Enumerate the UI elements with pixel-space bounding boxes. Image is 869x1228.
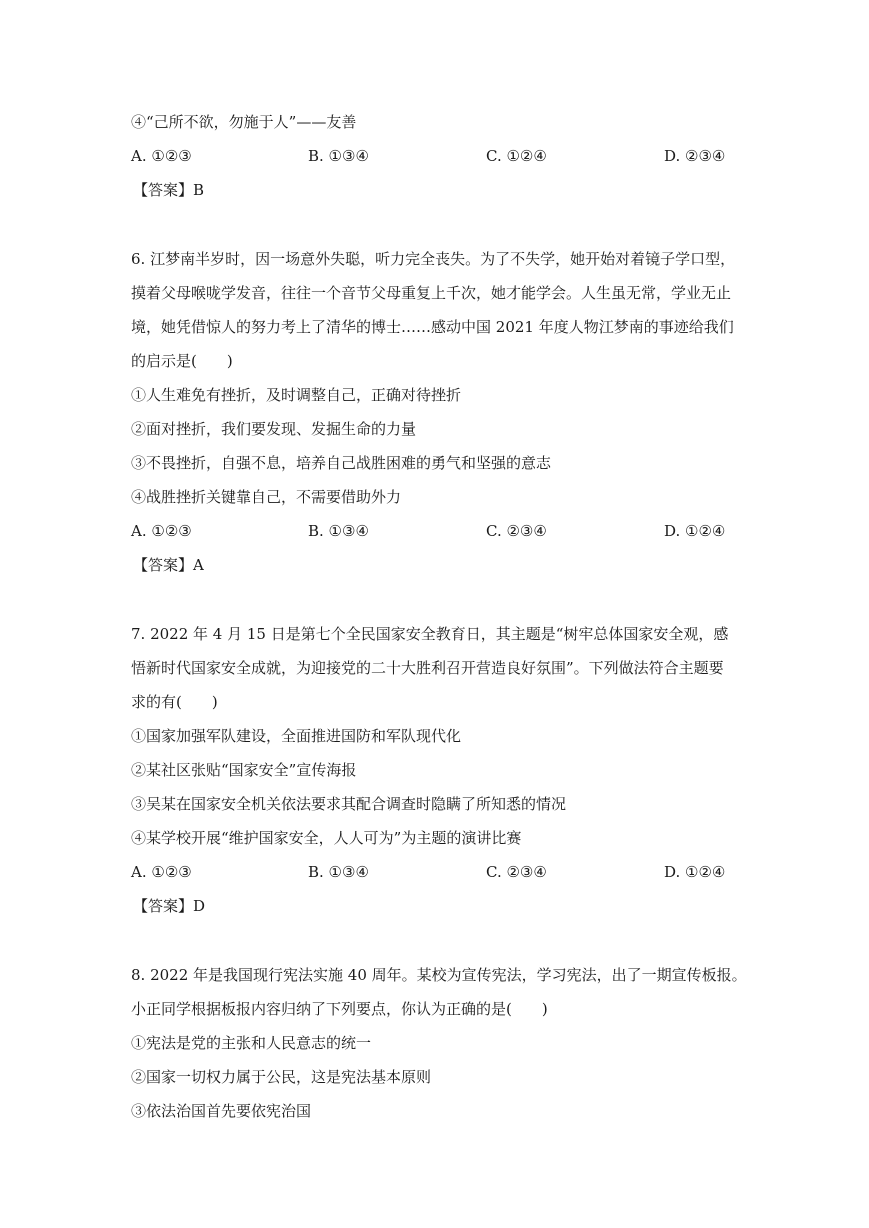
q5-option-c: C. ①②④ [486, 147, 547, 165]
q6-option-d: D. ①②④ [664, 522, 726, 540]
q7-stem-line-2: 悟新时代国家安全成就，为迎接党的二十大胜利召开营造良好氛围”。下列做法符合主题要 [131, 659, 724, 677]
q6-stem-line-2: 摸着父母喉咙学发音，往往一个音节父母重复上千次，她才能学会。人生虽无常，学业无止 [131, 284, 732, 302]
q6-option-b: B. ①③④ [308, 522, 369, 540]
q7-option-b: B. ①③④ [308, 863, 369, 881]
q6-statement-4: ④战胜挫折关键靠自己，不需要借助外力 [131, 488, 402, 506]
q5-answer: 【答案】B [133, 181, 205, 199]
q7-statement-2: ②某社区张贴“国家安全”宣传海报 [131, 761, 357, 779]
q6-stem-line-1: 6. 江梦南半岁时，因一场意外失聪，听力完全丧失。为了不失学，她开始对着镜子学口型， [131, 250, 736, 268]
q6-statement-2: ②面对挫折，我们要发现、发掘生命的力量 [131, 420, 417, 438]
q7-statement-4: ④某学校开展“维护国家安全，人人可为”为主题的演讲比赛 [131, 829, 522, 847]
q5-option-d: D. ②③④ [664, 147, 726, 165]
q5-option-a: A. ①②③ [131, 147, 192, 165]
q8-stem-line-1: 8. 2022 年是我国现行宪法实施 40 周年。某校为宣传宪法，学习宪法，出了一期宣传板报。 [131, 966, 747, 984]
q6-statement-1: ①人生难免有挫折，及时调整自己，正确对待挫折 [131, 386, 462, 404]
q6-options [131, 521, 751, 541]
q8-stem-line-2: 小正同学根据板报内容归纳了下列要点，你认为正确的是( ) [131, 1000, 548, 1018]
q6-answer: 【答案】A [133, 556, 204, 574]
q7-statement-3: ③吴某在国家安全机关依法要求其配合调查时隐瞒了所知悉的情况 [131, 795, 567, 813]
q5-option-b: B. ①③④ [308, 147, 369, 165]
q8-statement-3: ③依法治国首先要依宪治国 [131, 1102, 312, 1120]
q7-option-a: A. ①②③ [131, 863, 192, 881]
q8-statement-2: ②国家一切权力属于公民，这是宪法基本原则 [131, 1068, 432, 1086]
q6-stem-line-4: 的启示是( ) [131, 352, 233, 370]
q7-option-c: C. ②③④ [486, 863, 547, 881]
q6-option-a: A. ①②③ [131, 522, 192, 540]
q7-statement-1: ①国家加强军队建设，全面推进国防和军队现代化 [131, 727, 462, 745]
q7-options [131, 862, 751, 882]
q7-answer: 【答案】D [133, 897, 206, 915]
q6-option-c: C. ②③④ [486, 522, 547, 540]
q8-statement-1: ①宪法是党的主张和人民意志的统一 [131, 1034, 372, 1052]
q7-option-d: D. ①②④ [664, 863, 726, 881]
q7-stem-line-1: 7. 2022 年 4 月 15 日是第七个全民国家安全教育日，其主题是“树牢总体国家安全观，感 [131, 625, 729, 643]
q5-statement-4: ④“己所不欲，勿施于人”——友善 [131, 113, 357, 131]
q7-stem-line-3: 求的有( ) [131, 693, 218, 711]
q6-statement-3: ③不畏挫折，自强不息，培养自己战胜困难的勇气和坚强的意志 [131, 454, 552, 472]
q6-stem-line-3: 境，她凭借惊人的努力考上了清华的博士……感动中国 2021 年度人物江梦南的事迹给我们 [131, 318, 734, 336]
q5-options [131, 146, 751, 166]
